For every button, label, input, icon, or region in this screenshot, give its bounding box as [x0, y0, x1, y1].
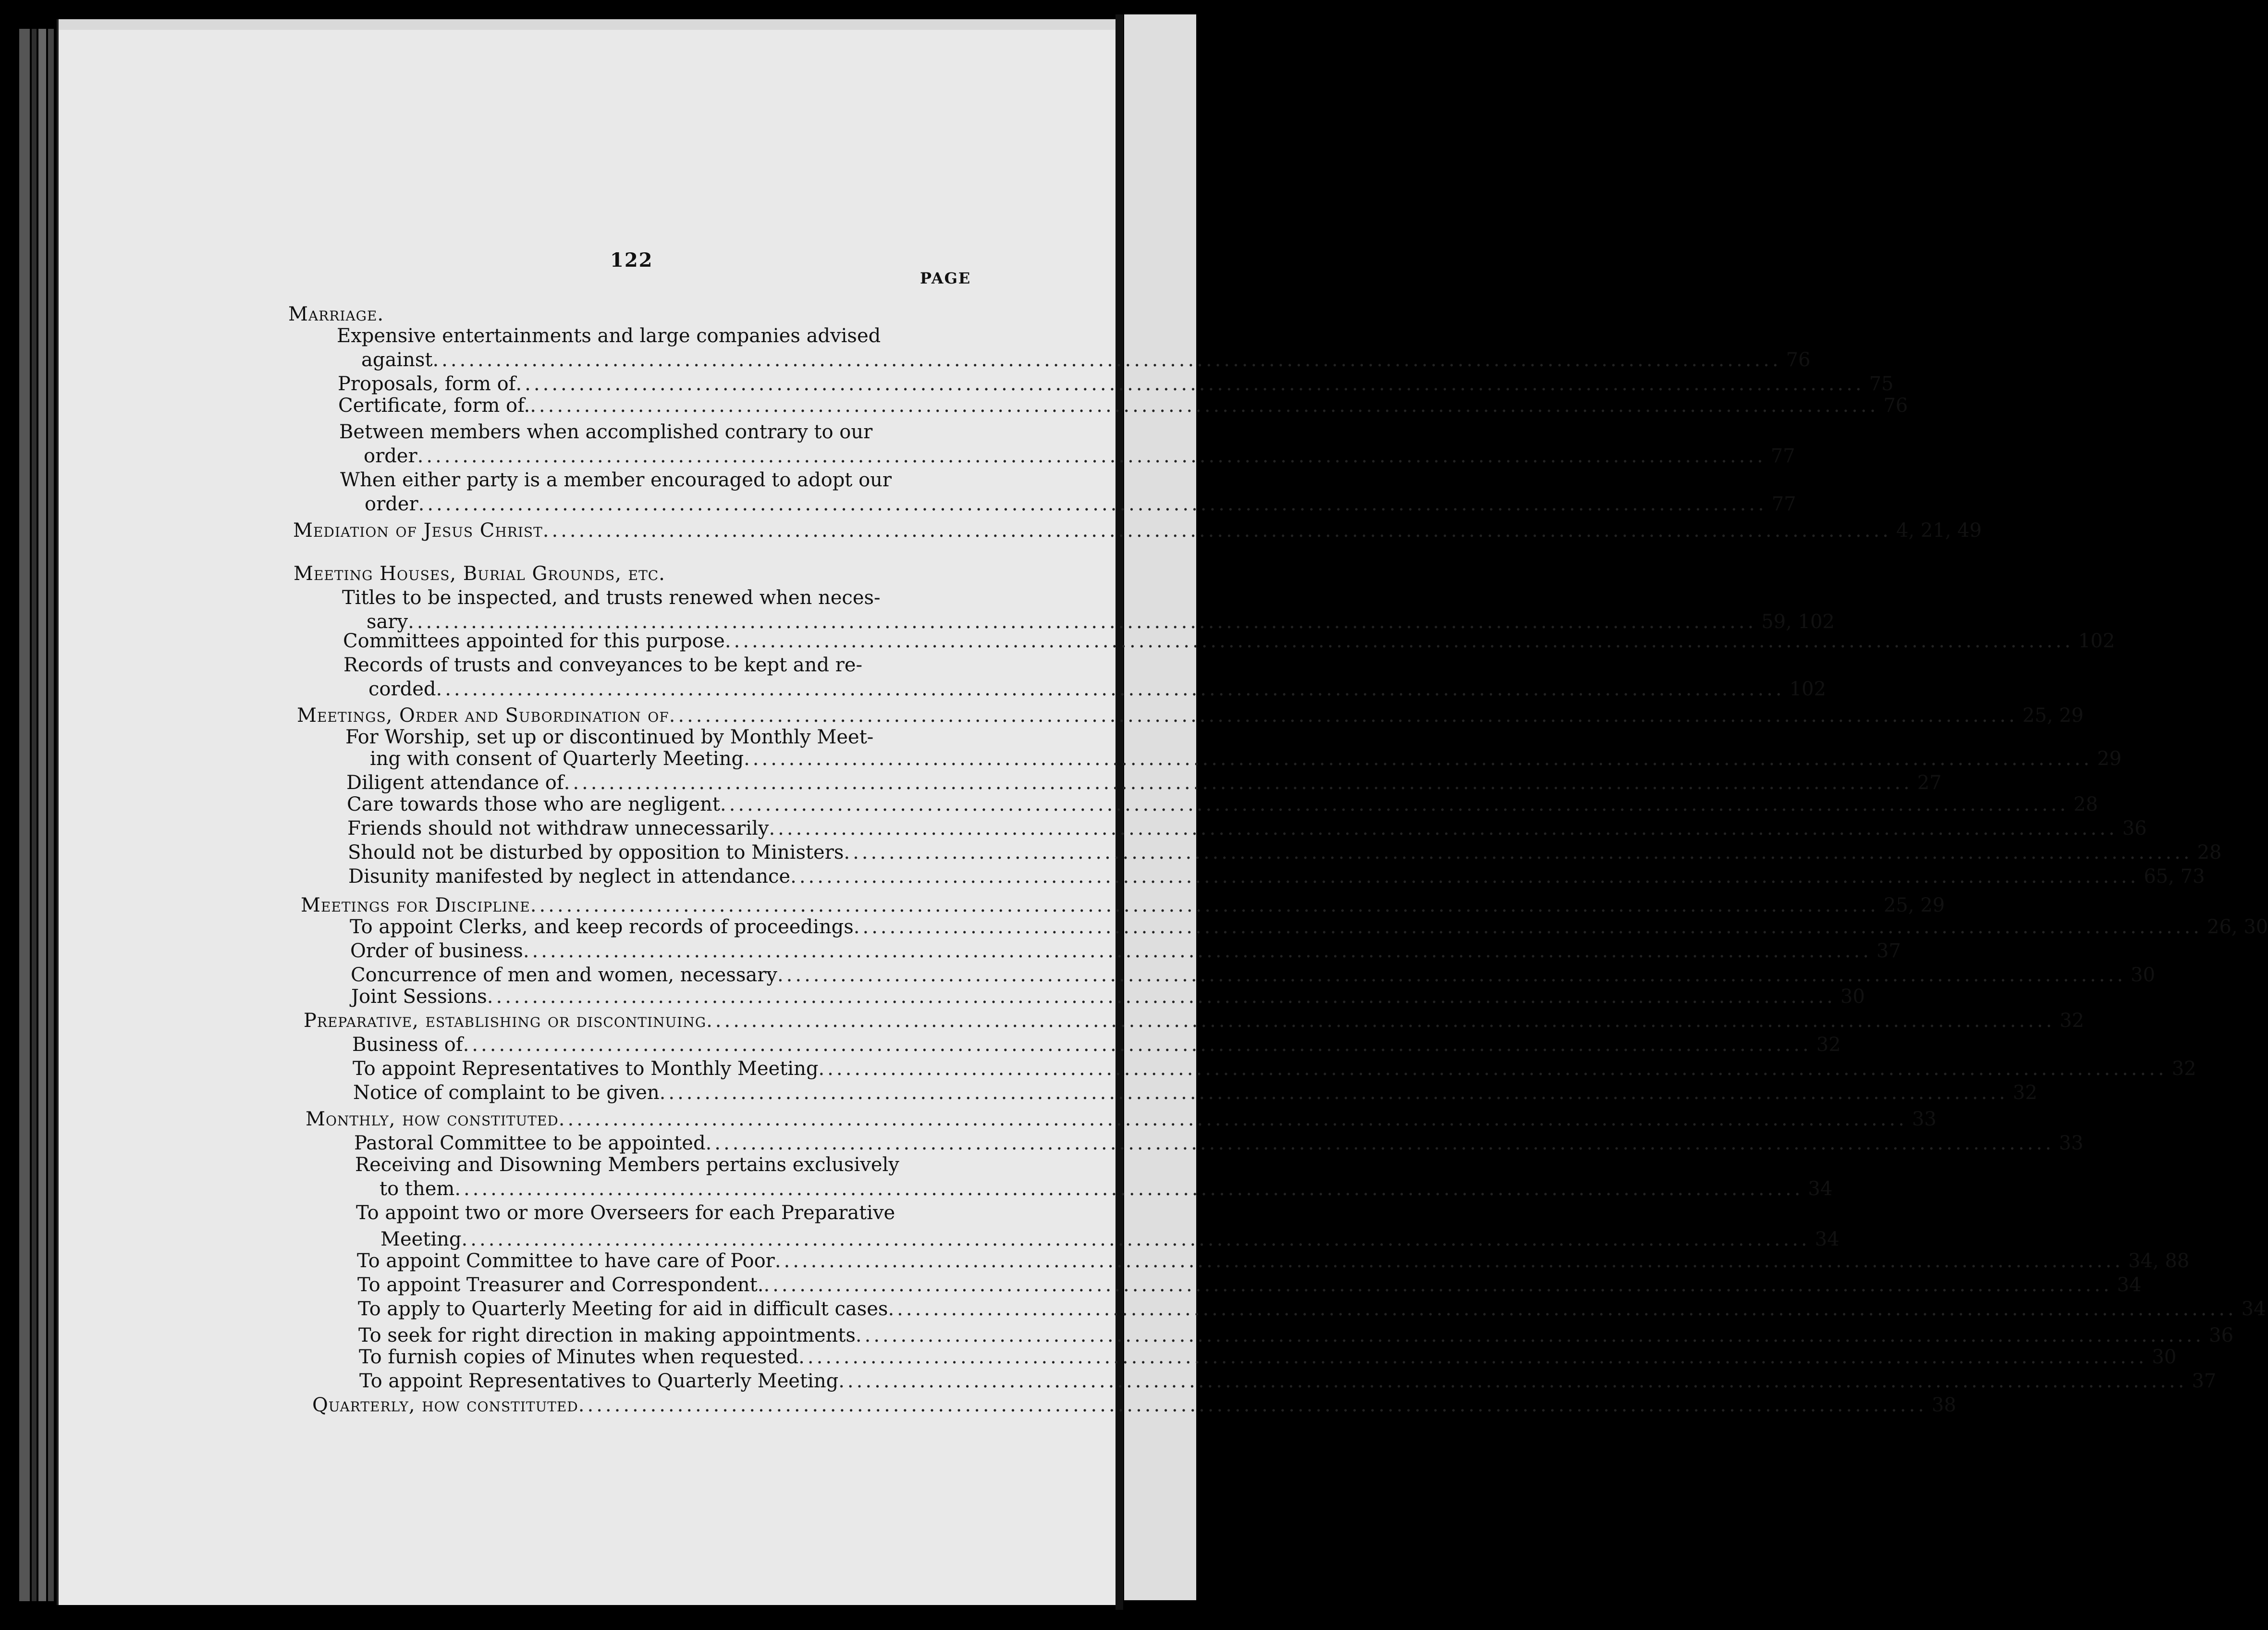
entry-text: To appoint Committee to have care of Poor	[357, 1250, 775, 1272]
page-reference: 26, 30	[2207, 916, 2268, 938]
index-entry	[354, 1132, 2084, 1155]
book-edge	[38, 29, 46, 1601]
dot-leader: ......................................................................................................................................................	[705, 1132, 2054, 1154]
page-reference: 59, 102	[1761, 611, 1835, 633]
dot-leader: ......................................................................................................................................................	[777, 964, 2126, 986]
index-entry	[350, 939, 1901, 963]
entry-text: Mediation of Jesus Christ	[293, 519, 543, 542]
page-reference: 77	[1770, 445, 1795, 467]
index-entry	[347, 817, 2147, 840]
index-entry	[370, 747, 2122, 770]
entry-text: Committees appointed for this purpose	[343, 630, 725, 652]
dot-leader: ......................................................................................................................................................	[558, 1108, 1907, 1130]
page-reference: 33	[2059, 1132, 2084, 1154]
dot-leader: ......................................................................................................................................................	[855, 1324, 2205, 1346]
dot-leader: ......................................................................................................................................................	[515, 373, 1864, 395]
dot-leader: ......................................................................................................................................................	[530, 395, 1879, 417]
entry-text: To appoint two or more Overseers for each Preparative	[356, 1202, 895, 1224]
book-edge	[48, 29, 54, 1601]
page-reference: 33	[1912, 1108, 1937, 1130]
index-heading	[297, 704, 2084, 727]
index-entry	[352, 1033, 1841, 1056]
page-reference: 34	[1808, 1178, 1833, 1200]
dot-leader: ......................................................................................................................................................	[838, 1370, 2187, 1392]
dot-leader: ......................................................................................................................................................	[564, 772, 1912, 794]
index-entry	[342, 586, 982, 609]
entry-text: Meetings, Order and Subordination of	[297, 704, 669, 727]
entry-text: Meetings for Discipline	[301, 894, 530, 916]
index-entry	[345, 726, 983, 749]
entry-text: against	[361, 349, 433, 371]
index-heading	[288, 303, 980, 326]
index-entry	[356, 1201, 987, 1224]
entry-text: Notice of complaint to be given	[353, 1082, 660, 1104]
dot-leader: ......................................................................................................................................................	[417, 445, 1766, 467]
dot-leader: ......................................................................................................................................................	[659, 1082, 2008, 1104]
entry-text: corded	[368, 678, 436, 700]
entry-text: Certificate, form of.	[338, 395, 530, 417]
page-reference: 34	[2241, 1298, 2266, 1320]
entry-text: Titles to be inspected, and trusts renewed when neces-	[342, 587, 881, 609]
index-entry	[343, 654, 983, 677]
dot-leader: ......................................................................................................................................................	[669, 704, 2018, 727]
index-entry	[338, 394, 1908, 417]
index-entry	[338, 372, 1894, 395]
page-reference: 102	[2078, 630, 2115, 652]
index-entry	[380, 1228, 1839, 1251]
entry-text: Expensive entertainments and large companies advised	[337, 325, 881, 347]
index-entry	[353, 1081, 2037, 1104]
index-entry	[364, 445, 1795, 468]
index-entry	[351, 963, 2156, 987]
index-entry	[353, 1057, 2196, 1080]
entry-text: For Worship, set up or discontinued by Monthly Meet-	[345, 726, 874, 748]
entry-text: Care towards those who are negligent	[347, 793, 720, 815]
entry-text: To appoint Treasurer and Correspondent.	[357, 1274, 764, 1296]
index-entry	[340, 469, 981, 492]
dot-leader: ......................................................................................................................................................	[853, 916, 2203, 938]
index-entry	[347, 793, 2098, 816]
index-entry	[365, 493, 1796, 516]
dot-leader: ......................................................................................................................................................	[463, 1034, 1812, 1056]
index-heading	[293, 519, 1982, 542]
page-number: 122	[610, 249, 653, 272]
page-reference: 38	[1932, 1394, 1956, 1416]
index-entry	[359, 1370, 2217, 1393]
entry-text: Marriage.	[288, 303, 384, 325]
page-reference: 30	[2131, 964, 2156, 986]
entry-text: To apply to Quarterly Meeting for aid in difficult cases	[358, 1298, 888, 1320]
entry-text: When either party is a member encouraged to adopt our	[340, 469, 892, 491]
index-entry	[350, 915, 2268, 938]
page-reference: 32	[1816, 1034, 1841, 1056]
page-reference: 4, 21, 49	[1896, 519, 1982, 542]
dot-leader: ......................................................................................................................................................	[744, 748, 2093, 770]
page-reference: 34	[2117, 1274, 2142, 1296]
page-reference: 36	[2122, 817, 2147, 840]
index-entry	[355, 1153, 987, 1176]
entry-text: order	[364, 445, 417, 467]
dot-leader: ......................................................................................................................................................	[888, 1298, 2237, 1320]
entry-text: Concurrence of men and women, necessary	[351, 964, 777, 986]
dot-leader: ......................................................................................................................................................	[530, 894, 1879, 916]
entry-text: Monthly, how constituted	[306, 1108, 559, 1130]
book-edge	[32, 29, 37, 1601]
index-heading	[301, 894, 1945, 917]
entry-text: Joint Sessions	[351, 986, 487, 1008]
dot-leader: ......................................................................................................................................................	[844, 841, 2193, 864]
page-column-label: PAGE	[920, 269, 971, 287]
dot-leader: ......................................................................................................................................................	[454, 1178, 1803, 1200]
entry-text: Business of	[352, 1034, 463, 1056]
page-reference: 25, 29	[1883, 894, 1945, 916]
dot-leader: ......................................................................................................................................................	[798, 1346, 2147, 1368]
dot-leader: ......................................................................................................................................................	[408, 611, 1757, 633]
entry-text: Preparative, establishing or discontinuing	[304, 1010, 707, 1032]
page-reference: 102	[1789, 678, 1827, 700]
entry-text: To appoint Representatives to Monthly Meeting	[353, 1058, 819, 1080]
entry-text: Pastoral Committee to be appointed	[354, 1132, 706, 1154]
index-entry	[346, 771, 1942, 794]
page-reference: 34	[1814, 1228, 1839, 1250]
page-reference: 76	[1786, 349, 1811, 371]
page-reference: 34, 88	[2128, 1250, 2190, 1272]
entry-text: ing with consent of Quarterly Meeting	[370, 748, 744, 770]
dot-leader: ......................................................................................................................................................	[432, 349, 1781, 371]
page-reference: 27	[1917, 772, 1942, 794]
entry-text: Meeting	[380, 1228, 462, 1250]
dot-leader: ......................................................................................................................................................	[706, 1010, 2055, 1032]
entry-text: Meeting Houses, Burial Grounds, etc.	[294, 563, 665, 585]
page-reference: 28	[2197, 841, 2222, 864]
index-entry	[351, 985, 1865, 1008]
index-entry	[357, 1273, 2142, 1297]
entry-text: Proposals, form of	[338, 373, 516, 395]
dot-leader: ......................................................................................................................................................	[818, 1058, 2167, 1080]
page-reference: 25, 29	[2022, 704, 2084, 727]
dot-leader: ......................................................................................................................................................	[487, 986, 1836, 1008]
index-entry	[343, 630, 2115, 653]
entry-text: Should not be disturbed by opposition to Ministers	[348, 841, 844, 864]
entry-text: Between members when accomplished contrary to our	[339, 421, 873, 443]
page-reference: 76	[1883, 395, 1908, 417]
index-heading	[312, 1394, 1956, 1417]
dot-leader: ......................................................................................................................................................	[763, 1274, 2112, 1296]
page-reference: 30	[1840, 986, 1865, 1008]
entry-text: Receiving and Disowning Members pertains exclusively	[355, 1154, 899, 1176]
entry-text: Records of trusts and conveyances to be kept and re-	[343, 654, 863, 676]
index-entry	[368, 678, 1827, 701]
dot-leader: ......................................................................................................................................................	[418, 493, 1767, 515]
page-reference: 77	[1771, 493, 1796, 515]
index-entry	[348, 841, 2222, 864]
index-entry	[380, 1177, 1833, 1200]
entry-text: To appoint Representatives to Quarterly Meeting	[359, 1370, 839, 1392]
entry-text: To seek for right direction in making appointments	[358, 1324, 856, 1346]
dot-leader: ......................................................................................................................................................	[523, 940, 1872, 962]
index-heading	[306, 1108, 1937, 1131]
page-reference: 32	[2060, 1010, 2084, 1032]
page-reference: 28	[2073, 793, 2098, 815]
entry-text: To appoint Clerks, and keep records of proceedings	[350, 916, 854, 938]
dot-leader: ......................................................................................................................................................	[436, 678, 1785, 700]
page-reference: 75	[1869, 373, 1894, 395]
entry-text: To furnish copies of Minutes when requested	[359, 1346, 799, 1368]
dot-leader: ......................................................................................................................................................	[774, 1250, 2124, 1272]
index-heading	[294, 562, 982, 585]
index-entry	[358, 1297, 2266, 1321]
dot-leader: ......................................................................................................................................................	[461, 1228, 1810, 1250]
page-reference: 30	[2152, 1346, 2177, 1368]
dot-leader: ......................................................................................................................................................	[790, 865, 2139, 888]
entry-text: sary	[367, 611, 408, 633]
page-reference: 37	[2192, 1370, 2217, 1392]
book-edge	[19, 29, 30, 1601]
index-entry	[337, 324, 980, 347]
dot-leader: ......................................................................................................................................................	[542, 519, 1892, 542]
index-entry	[359, 1346, 2177, 1369]
page-reference: 36	[2209, 1324, 2234, 1346]
index-heading	[304, 1009, 2084, 1032]
entry-text: Disunity manifested by neglect in attendance	[348, 865, 791, 888]
index-entry	[358, 1324, 2234, 1347]
index-entry	[339, 420, 981, 444]
page-reference: 32	[2171, 1058, 2196, 1080]
entry-text: to them	[380, 1178, 455, 1200]
index-entry	[357, 1249, 2190, 1272]
entry-text: Quarterly, how constituted	[312, 1394, 578, 1416]
page-reference: 32	[2012, 1082, 2037, 1104]
dot-leader: ......................................................................................................................................................	[724, 630, 2074, 652]
page-reference: 37	[1876, 940, 1901, 962]
entry-text: order	[365, 493, 418, 515]
dot-leader: ......................................................................................................................................................	[720, 793, 2069, 815]
dot-leader: ......................................................................................................................................................	[769, 817, 2118, 840]
page-reference: 29	[2097, 748, 2122, 770]
entry-text: Order of business	[350, 940, 523, 962]
index-entry	[361, 348, 1811, 371]
entry-text: Friends should not withdraw unnecessarily	[347, 817, 769, 840]
index-entry	[348, 865, 2205, 888]
dot-leader: ......................................................................................................................................................	[578, 1394, 1927, 1416]
page-reference: 65, 73	[2144, 865, 2205, 888]
entry-text: Diligent attendance of	[346, 772, 564, 794]
